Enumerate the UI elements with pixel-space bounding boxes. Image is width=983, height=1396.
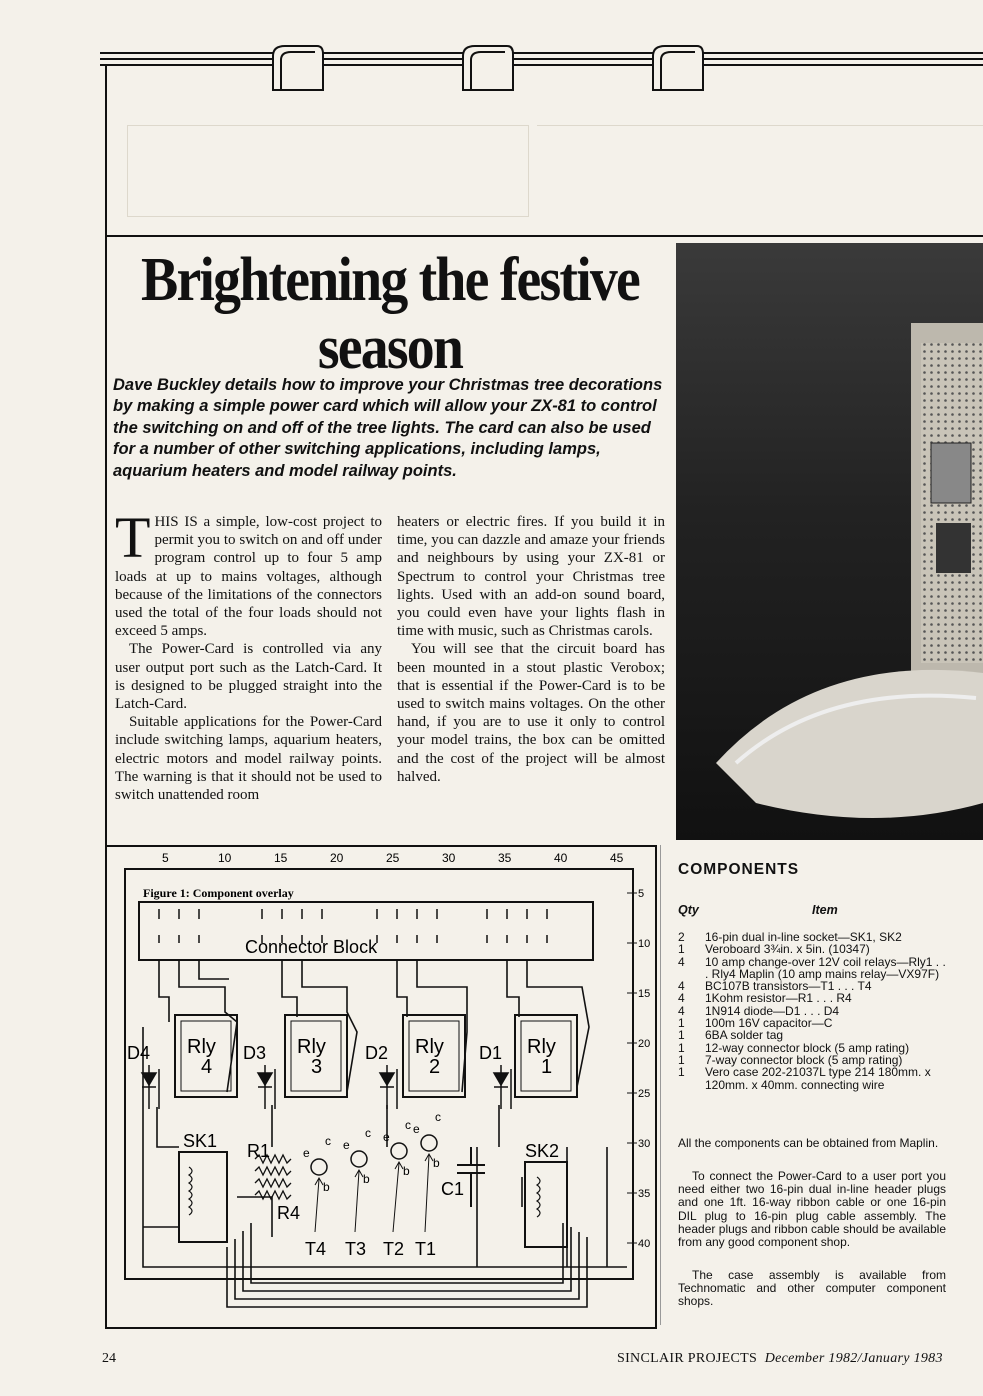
relay-label: Rly — [297, 1036, 326, 1058]
right-scale-label: 25 — [638, 1088, 651, 1100]
qty-header: Qty — [678, 903, 699, 917]
transistor-body — [421, 1135, 437, 1151]
issue-date: December 1982/January 1983 — [764, 1351, 943, 1366]
component-qty: 4 — [678, 991, 685, 1006]
paragraph: You will see that the circuit board has been mounted in a stout plastic Verobox; that is essential if the Power-Card is to be used to switch mains voltages. On the other hand, if you are to use it only to control your model trains, the box can be omitted and the cost of the project will be almost halved. — [397, 641, 665, 785]
socket-sk1 — [179, 1152, 227, 1242]
component-row — [678, 956, 946, 981]
component-row — [678, 1029, 946, 1041]
show-through-rule — [537, 125, 983, 216]
component-qty: 1 — [678, 1052, 685, 1067]
sk1-label: SK1 — [183, 1131, 218, 1151]
right-scale-label: 15 — [638, 988, 651, 1000]
pin-b-label: b — [363, 1172, 370, 1186]
pin-b-label: b — [433, 1156, 440, 1170]
footer-magazine — [617, 1351, 943, 1367]
component-item: 1N914 diode—D1 . . . D4 — [705, 1003, 840, 1018]
circuit-diagram — [107, 847, 655, 1327]
figure-component-overlay — [105, 845, 657, 1329]
relay-label: Rly — [415, 1036, 444, 1058]
right-scale-label: 5 — [638, 888, 645, 900]
component-qty: 2 — [678, 930, 685, 944]
component-qty: 1 — [678, 1040, 685, 1055]
pin-e-label: e — [383, 1130, 390, 1144]
top-scale-label: 40 — [554, 851, 568, 865]
paragraph: HIS IS a simple, low-cost project to permit you to switch on and off under program control up to four 5 amp loads at up to mains voltages, although because of the limitations of the connectors used the total of the four loads should not exceed 5 amps. — [115, 514, 382, 640]
right-scale-label: 40 — [638, 1238, 651, 1250]
leader-line — [315, 1179, 319, 1232]
transistor-body — [391, 1143, 407, 1159]
r4-label: R4 — [277, 1203, 301, 1223]
component-row — [678, 992, 946, 1004]
component-row — [678, 943, 946, 955]
right-scale-label: 30 — [638, 1138, 651, 1150]
relay-number: 2 — [429, 1056, 441, 1078]
show-through-box — [127, 125, 529, 217]
diode-label: D1 — [479, 1043, 503, 1063]
component-qty: 4 — [678, 979, 685, 994]
component-row — [678, 1066, 946, 1091]
paragraph: The Power-Card is controlled via any user output port such as the Latch-Card. It is designed to be plugged straight into the Latch-Card. — [115, 641, 382, 713]
r1-label: R1 — [247, 1141, 271, 1161]
transistor-label: T4 — [305, 1239, 327, 1259]
component-item: 1Kohm resistor—R1 . . . R4 — [705, 991, 852, 1006]
diode-label: D4 — [127, 1043, 151, 1063]
connector-block-label: Connector Block — [245, 937, 378, 957]
margin-rule — [105, 235, 107, 845]
socket-sk2 — [525, 1162, 567, 1247]
relay-number: 1 — [541, 1056, 553, 1078]
transistor-label: T1 — [415, 1239, 437, 1259]
body-column-2 — [397, 513, 665, 786]
pin-b-label: b — [403, 1164, 410, 1178]
components-title: COMPONENTS — [678, 861, 800, 878]
item-header: Item — [812, 903, 838, 917]
paragraph: heaters or electric fires. If you build it in time, you can dazzle and amaze your friends and neighbours by using your ZX-81 or Spectrum to control your Christmas tree lights. Used with an add-on sound board, you could even have your lights flash in time with music, such as Christmas carols. — [397, 514, 665, 640]
component-qty: 1 — [678, 1016, 685, 1031]
sk2-label: SK2 — [525, 1141, 560, 1161]
components-note-1: All the components can be obtained from Maplin. — [678, 1136, 939, 1150]
component-qty: 1 — [678, 1065, 685, 1080]
relay-label: Rly — [527, 1036, 556, 1058]
drop-cap: T — [115, 505, 151, 570]
panel-rule — [660, 845, 661, 1325]
components-note-2: To connect the Power-Card to a user port you need either two 16-pin dual in-line header plugs and one 1ft. 16-way ribbon cable or one 16-pin DIL plug to 16-pin plug cable assembly. The header plugs and ribbon cable should be available from any good component shop. — [678, 1169, 946, 1250]
pin-b-label: b — [323, 1180, 330, 1194]
resistor-bank — [255, 1155, 291, 1199]
transistor-body — [311, 1159, 327, 1175]
top-scale-label: 10 — [218, 851, 232, 865]
pin-e-label: e — [303, 1146, 310, 1160]
right-scale-label: 10 — [638, 938, 651, 950]
top-scale-label: 15 — [274, 851, 288, 865]
component-item: 12-way connector block (5 amp rating) — [705, 1040, 910, 1055]
component-item: 16-pin dual in-line socket—SK1, SK2 — [705, 930, 902, 944]
components-note-3: The case assembly is available from Technomatic and other computer component shops. — [678, 1268, 946, 1309]
component-item: 6BA solder tag — [705, 1028, 784, 1043]
body-column-1 — [115, 505, 382, 804]
relay-label: Rly — [187, 1036, 216, 1058]
transistor-body — [351, 1151, 367, 1167]
top-scale-label: 30 — [442, 851, 456, 865]
right-scale-label: 20 — [638, 1038, 651, 1050]
component-item: Veroboard 3¾in. x 5in. (10347) — [705, 942, 870, 957]
component-item: 10 amp change-over 12V coil relays—Rly1 . . . Rly4 Maplin (10 amp mains relay—VX97F) — [705, 954, 946, 981]
component-qty: 1 — [678, 1028, 685, 1043]
component-item: Vero case 202-21037L type 214 180mm. x 120mm. x 40mm. connecting wire — [705, 1065, 931, 1092]
diode-label: D3 — [243, 1043, 267, 1063]
component-qty: 1 — [678, 942, 685, 957]
leader-line — [425, 1155, 429, 1232]
top-scale-label: 5 — [162, 851, 169, 865]
article-title: Brightening the festive season — [141, 246, 639, 382]
component-item: BC107B transistors—T1 . . . T4 — [705, 979, 872, 994]
top-scale-label: 45 — [610, 851, 624, 865]
pin-c-label: c — [325, 1134, 331, 1148]
top-scale-label: 20 — [330, 851, 344, 865]
leader-line — [355, 1171, 359, 1232]
paragraph: Suitable applications for the Power-Card include switching lamps, aquarium heaters, electric motors and model railway points. The warning is that it should not be used to switch unattended room — [115, 714, 382, 804]
diode-label: D2 — [365, 1043, 389, 1063]
page-number: 24 — [102, 1351, 116, 1366]
top-scale-label: 25 — [386, 851, 400, 865]
pin-e-label: e — [343, 1138, 350, 1152]
component-item: 100m 16V capacitor—C — [705, 1016, 833, 1031]
transistor-label: T3 — [345, 1239, 367, 1259]
power-card-photo — [676, 243, 983, 840]
leader-line — [393, 1163, 399, 1232]
header-box — [105, 65, 983, 237]
pin-e-label: e — [413, 1122, 420, 1136]
component-qty: 4 — [678, 954, 685, 969]
magazine-name: SINCLAIR PROJECTS — [617, 1351, 758, 1366]
top-scale-label: 35 — [498, 851, 512, 865]
transistor-label: T2 — [383, 1239, 405, 1259]
c1-label: C1 — [441, 1179, 465, 1199]
relay-number: 3 — [311, 1056, 323, 1078]
standfirst: Dave Buckley details how to improve your Christmas tree decorations by making a simple power card which will allow your ZX-81 to control the switching on and off of the tree lights. The card can also be used for a number of other switching applications, including lamps, aquarium heaters and model railway points. — [113, 376, 663, 480]
figure-caption: Figure 1: Component overlay — [143, 886, 294, 900]
right-scale-label: 35 — [638, 1188, 651, 1200]
component-item: 7-way connector block (5 amp rating) — [705, 1052, 903, 1067]
components-list — [678, 931, 946, 1091]
pin-c-label: c — [365, 1126, 371, 1140]
pin-c-label: c — [405, 1118, 411, 1132]
component-qty: 4 — [678, 1003, 685, 1018]
relay-number: 4 — [201, 1056, 213, 1078]
pin-c-label: c — [435, 1110, 441, 1124]
